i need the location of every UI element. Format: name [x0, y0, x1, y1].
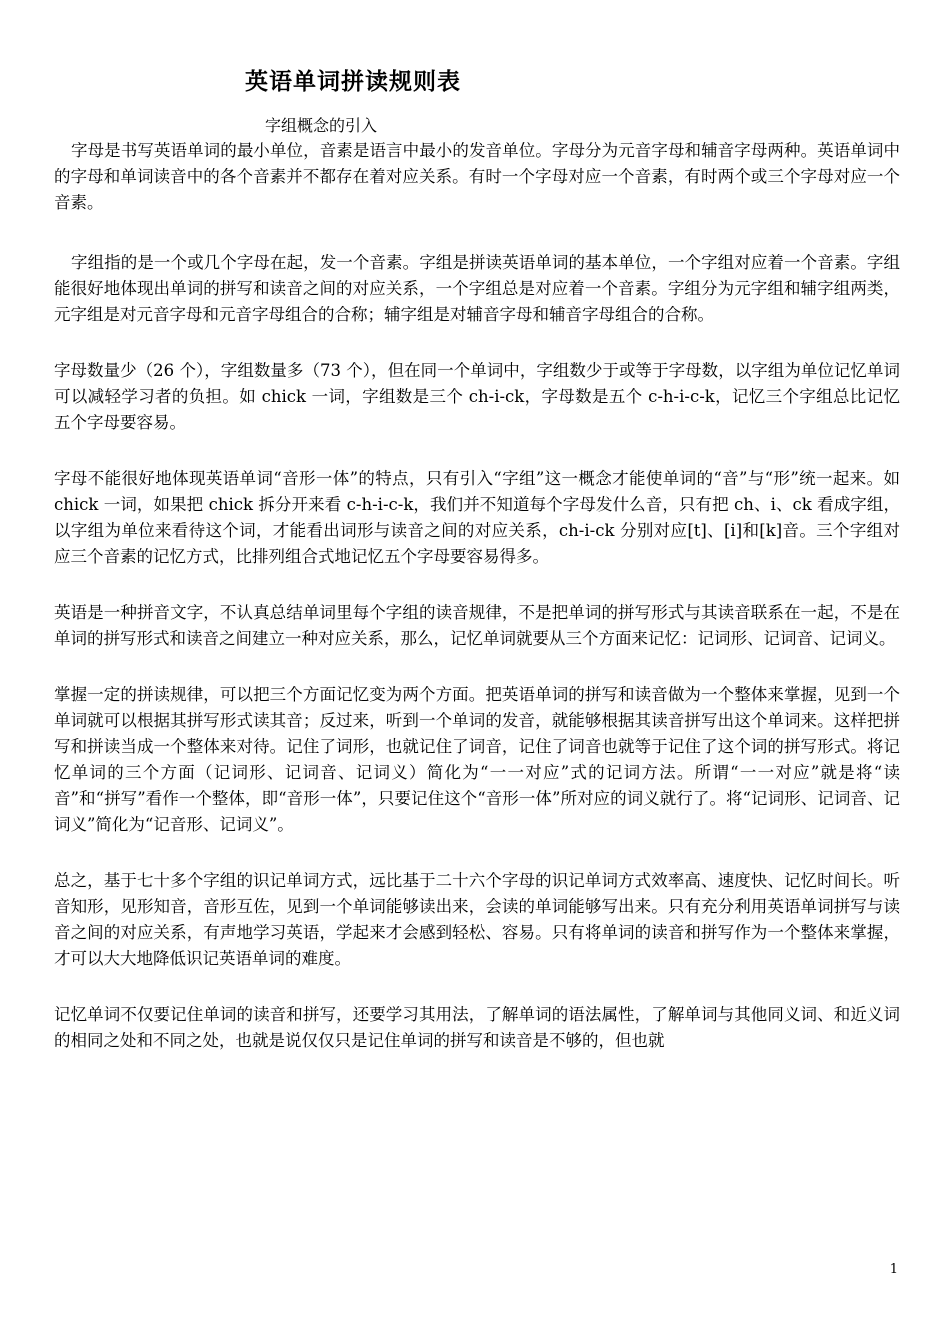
paragraph-letter-groups-definition: 字组指的是一个或几个字母在起，发一个音素。字组是拼读英语单词的基本单位，一个字组对应着一个音素。字组能很好地体现出单词的拼写和读音之间的对应关系，一个字组总是对应着一个音素。字组分为元字组和辅字组两类，元字组是对元音字母和元音字母组合的合称；辅字组是对辅音字母和辅音字母组合的合称。	[54, 253, 900, 324]
paragraph-letter-count-comparison: 字母数量少（26 个），字组数量多（73 个），但在同一个单词中，字组数少于或等于字母数，以字组为单位记忆单词可以减轻学习者的负担。如 chick 一词，字组数是三个 ch-i-ck，字母数是五个 c-h-i-c-k，记忆三个字组总比记忆五个字母要容易。	[54, 361, 900, 432]
document-title: 英语单词拼读规则表	[245, 68, 461, 95]
page-number: 1	[889, 1262, 898, 1277]
section-subtitle: 字组概念的引入	[265, 116, 378, 135]
paragraph-usage: 记忆单词不仅要记住单词的读音和拼写，还要学习其用法，了解单词的语法属性，了解单词与其他同义词、和近义词的相同之处和不同之处，也就是说仅仅只是记住单词的拼写和读音是不够的，但也就	[54, 1005, 900, 1050]
paragraph-sound-form-unity: 字母不能很好地体现英语单词“音形一体”的特点，只有引入“字组”这一概念才能使单词的“音”与“形”统一起来。如 chick 一词，如果把 chick 拆分开来看 c-h-i-c-k，我们并不知道每个字母发什么音，只有把 ch、i、ck 看成字组，以字组为单位来看待这个词，才能看出词形与读音之间的对应关系，ch-i-ck 分别对应[t]、[i]和[k]音。三个字组对应三个音素的记忆方式，比排列组合式地记忆五个字母要容易得多。	[54, 469, 900, 566]
paragraph-summary: 总之，基于七十多个字组的识记单词方式，远比基于二十六个字母的识记单词方式效率高、速度快、记忆时间长。听音知形，见形知音，音形互佐，见到一个单词能够读出来，会读的单词能够写出来。只有充分利用英语单词拼写与读音之间的对应关系，有声地学习英语，学起来才会感到轻松、容易。只有将单词的读音和拼写作为一个整体来掌握，才可以大大地降低识记英语单词的难度。	[54, 871, 900, 968]
paragraph-letters-and-phonemes: 字母是书写英语单词的最小单位，音素是语言中最小的发音单位。字母分为元音字母和辅音字母两种。英语单词中的字母和单词读音中的各个音素并不都存在着对应关系。有时一个字母对应一个音素，有时两个或三个字母对应一个音素。	[54, 141, 900, 212]
document-body	[54, 138, 900, 1084]
paragraph-three-aspects: 英语是一种拼音文字，不认真总结单词里每个字组的读音规律，不是把单词的拼写形式与其读音联系在一起，不是在单词的拼写形式和读音之间建立一种对应关系，那么，记忆单词就要从三个方面来记忆：记词形、记词音、记词义。	[54, 603, 900, 648]
paragraph-spelling-rules: 掌握一定的拼读规律，可以把三个方面记忆变为两个方面。把英语单词的拼写和读音做为一个整体来掌握，见到一个单词就可以根据其拼写形式读其音；反过来，听到一个单词的发音，就能够根据其读音拼写出这个单词来。这样把拼写和拼读当成一个整体来对待。记住了词形，也就记住了词音，记住了词音也就等于记住了这个词的拼写形式。将记忆单词的三个方面（记词形、记词音、记词义）简化为“一一对应”式的记词方法。所谓“一一对应”就是将“读音”和“拼写”看作一个整体，即“音形一体”，只要记住这个“音形一体”所对应的词义就行了。将“记词形、记词音、记词义”简化为“记音形、记词义”。	[54, 685, 900, 834]
